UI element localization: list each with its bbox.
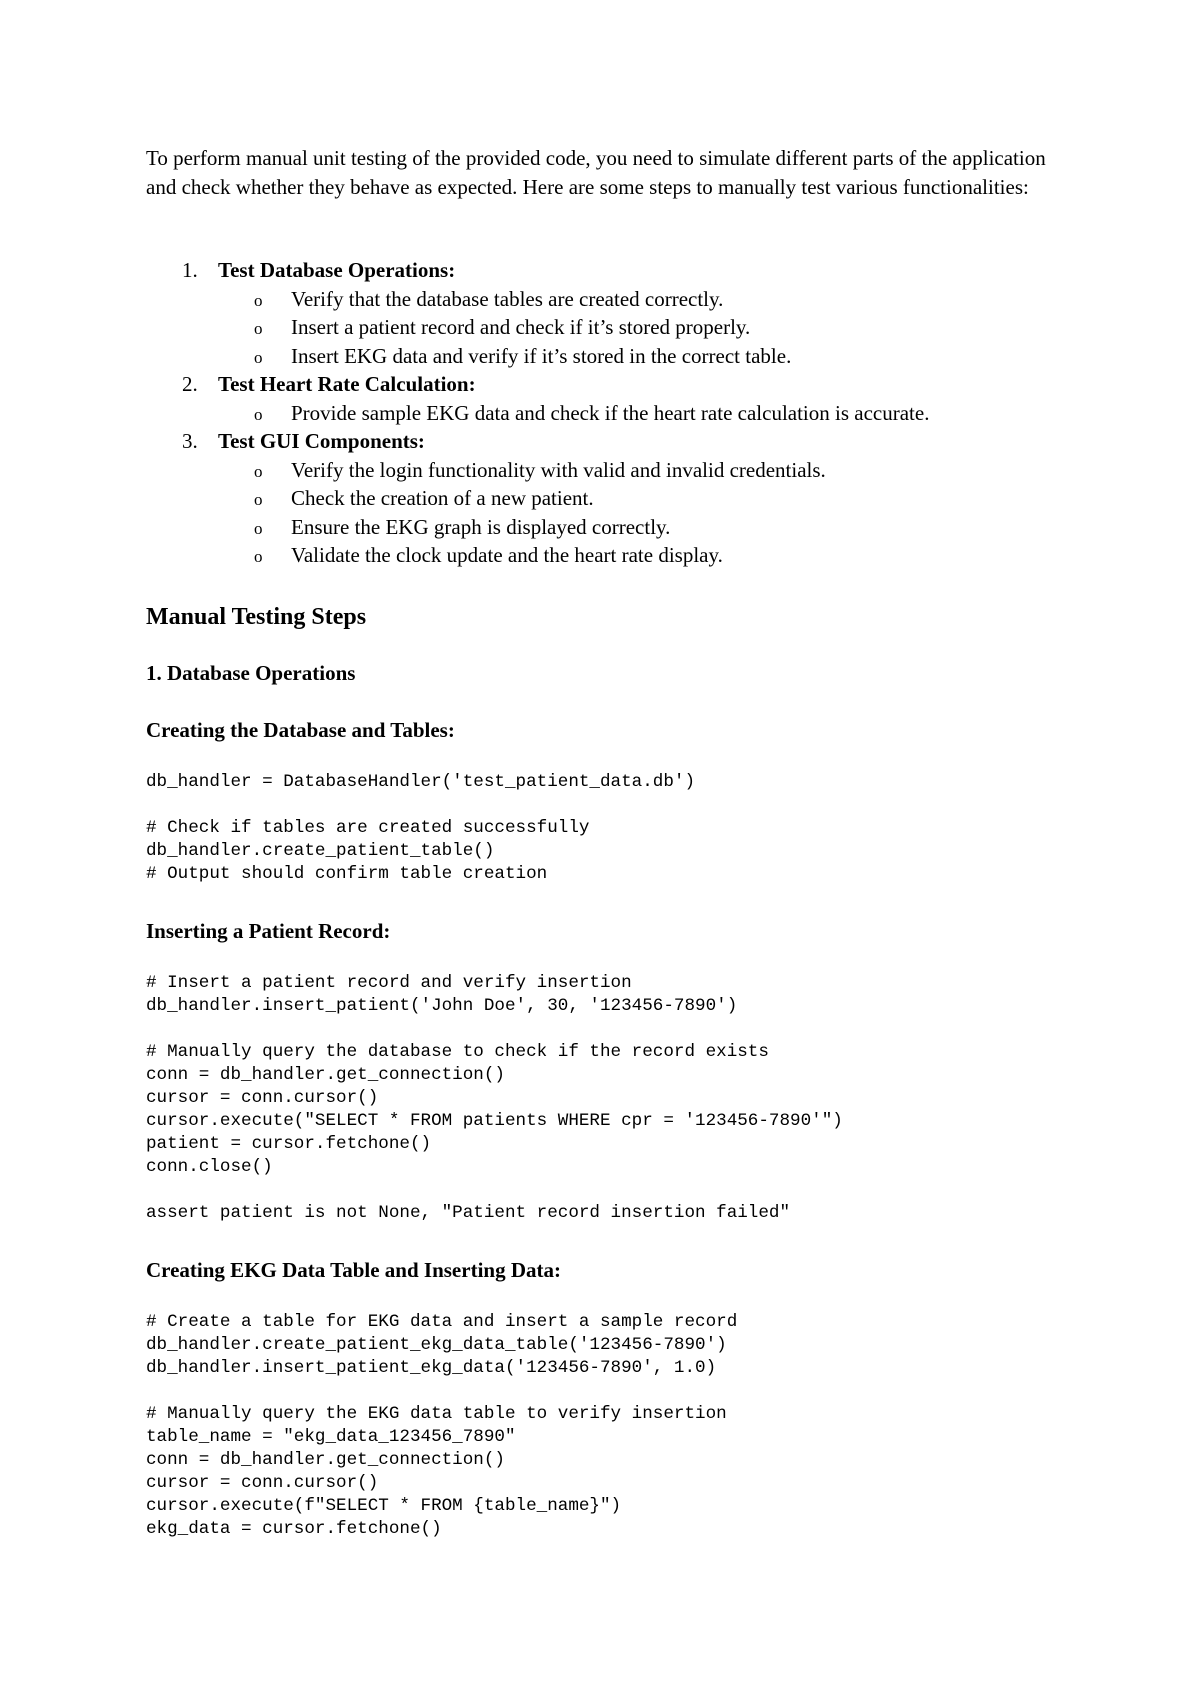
section-title: Manual Testing Steps bbox=[146, 604, 367, 630]
list-item bbox=[146, 285, 1066, 314]
block-heading-insert-patient: Inserting a Patient Record: bbox=[146, 919, 391, 943]
block-heading-create-db: Creating the Database and Tables: bbox=[146, 718, 455, 742]
bullet-o-icon: o bbox=[254, 461, 263, 481]
outline-title: Test Heart Rate Calculation: bbox=[218, 372, 476, 396]
outline-sublist bbox=[146, 285, 1066, 371]
outline-item-database bbox=[146, 256, 1066, 370]
bullet-o-icon: o bbox=[254, 319, 263, 338]
list-item-text: Insert a patient record and check if it’s stored properly. bbox=[291, 315, 751, 339]
list-item-text: Validate the clock update and the heart rate display. bbox=[291, 543, 723, 567]
outline-sublist bbox=[146, 399, 1066, 428]
bullet-o-icon: o bbox=[254, 518, 263, 538]
code-block-ekg-data: # Create a table for EKG data and insert a sample record db_handler.create_patient_ekg_data_table('123456-7890') db_handler.insert_patient_ekg_data('123456-7890', 1.0) # Manually query the EKG data table to verify insertion table_name = "ekg_data_123456_7890" conn = db_handler.get_connection() cursor = conn.cursor() cursor.execute(f"SELECT * FROM {table_name}") ekg_data = cursor.fetchone() bbox=[146, 1312, 738, 1539]
list-item bbox=[146, 342, 1066, 371]
outline-sublist bbox=[146, 456, 1066, 570]
subsection-title: 1. Database Operations bbox=[146, 661, 356, 685]
bullet-o-icon: o bbox=[254, 490, 263, 509]
list-item-text: Verify that the database tables are created correctly. bbox=[291, 286, 724, 311]
outline-title: Test GUI Components: bbox=[218, 429, 425, 453]
outline-number: 1. bbox=[182, 258, 198, 282]
list-item-text: Provide sample EKG data and check if the heart rate calculation is accurate. bbox=[291, 400, 930, 425]
list-item bbox=[146, 313, 1066, 342]
list-item-text: Check the creation of a new patient. bbox=[291, 486, 594, 510]
list-item-text: Ensure the EKG graph is displayed correctly. bbox=[291, 514, 671, 539]
bullet-o-icon: o bbox=[254, 404, 263, 424]
bullet-o-icon: o bbox=[254, 290, 263, 310]
outline-number: 2. bbox=[182, 372, 198, 396]
code-block-insert-patient: # Insert a patient record and verify insertion db_handler.insert_patient('John Doe', 30, '123456-7890') # Manually query the database to check if the record exists conn = db_handler.get_connection() cursor = conn.cursor() cursor.execute("SELECT * FROM patients WHERE cpr = '123456-7890'") patient = cursor.fetchone() conn.close() assert patient is not None, "Patient record insertion failed" bbox=[146, 973, 843, 1223]
list-item bbox=[146, 456, 1066, 485]
list-item-text: Insert EKG data and verify if it’s stored in the correct table. bbox=[291, 343, 792, 368]
list-item bbox=[146, 513, 1066, 542]
list-item bbox=[146, 399, 1066, 428]
list-item bbox=[146, 484, 1066, 513]
outline-item-gui bbox=[146, 427, 1066, 570]
intro-paragraph: To perform manual unit testing of the provided code, you need to simulate different parts of the application and check whether they behave as expected. Here are some steps to manually test various functionalities: bbox=[146, 146, 1046, 199]
code-block-create-db: db_handler = DatabaseHandler('test_patient_data.db') # Check if tables are created successfully db_handler.create_patient_table() # Output should confirm table creation bbox=[146, 772, 696, 884]
list-item-text: Verify the login functionality with valid and invalid credentials. bbox=[291, 457, 826, 482]
list-item bbox=[146, 541, 1066, 570]
bullet-o-icon: o bbox=[254, 547, 263, 566]
test-outline-list bbox=[146, 256, 1066, 570]
outline-number: 3. bbox=[182, 429, 198, 453]
bullet-o-icon: o bbox=[254, 347, 263, 367]
block-heading-ekg-data: Creating EKG Data Table and Inserting Data: bbox=[146, 1258, 561, 1282]
outline-item-heart-rate bbox=[146, 370, 1066, 427]
outline-title: Test Database Operations: bbox=[218, 258, 456, 282]
